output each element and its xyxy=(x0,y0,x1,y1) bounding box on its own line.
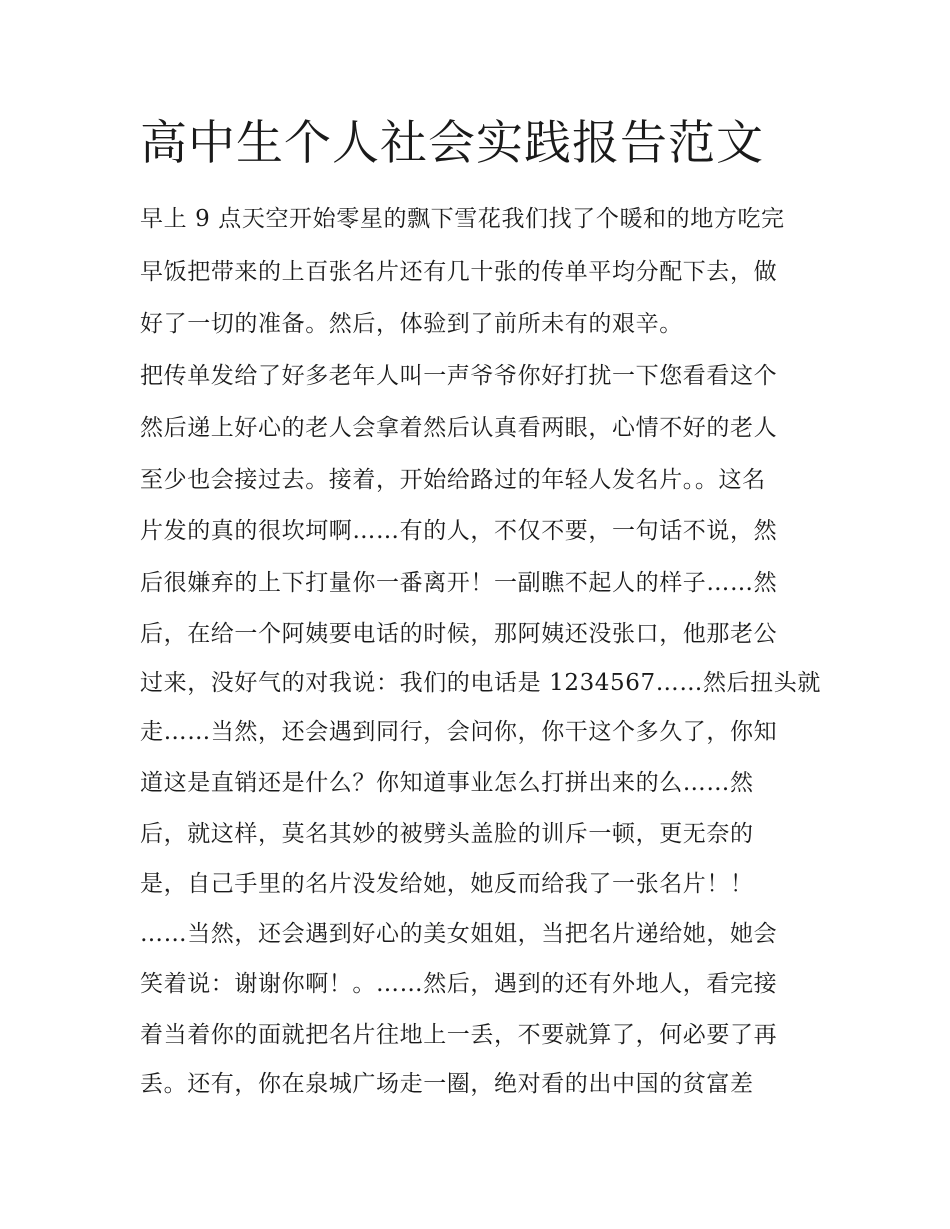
text-line: 后很嫌弃的上下打量你一番离开！一副瞧不起人的样子……然 xyxy=(140,570,778,596)
text-line: 然后递上好心的老人会拿着然后认真看两眼，心情不好的老人 xyxy=(140,415,778,441)
text-line: 早饭把带来的上百张名片还有几十张的传单平均分配下去，做 xyxy=(140,259,778,285)
text-line: 道这是直销还是什么？你知道事业怎么打拼出来的么……然 xyxy=(140,770,754,796)
text-line: 丢。还有，你在泉城广场走一圈，绝对看的出中国的贫富差 xyxy=(140,1071,754,1097)
text-line: 后，在给一个阿姨要电话的时候，那阿姨还没张口，他那老公 xyxy=(140,621,778,647)
text-line: 走……当然，还会遇到同行，会问你，你干这个多久了，你知 xyxy=(140,719,778,745)
text-line: 着当着你的面就把名片往地上一丢，不要就算了，何必要了再 xyxy=(140,1022,778,1048)
text-line: ……当然，还会遇到好心的美女姐姐，当把名片递给她，她会 xyxy=(140,921,778,947)
text-line: 至少也会接过去。接着，开始给路过的年轻人发名片。。这名 xyxy=(140,467,766,493)
text-line: 后，就这样，莫名其妙的被劈头盖脸的训斥一顿，更无奈的 xyxy=(140,821,754,847)
text-line: 是，自己手里的名片没发给她，她反而给我了一张名片！！ xyxy=(140,871,754,897)
document-title: 高中生个人社会实践报告范文 xyxy=(140,116,764,171)
text-line: 好了一切的准备。然后，体验到了前所未有的艰辛。 xyxy=(140,311,683,337)
text-line: 笑着说：谢谢你啊！。……然后，遇到的还有外地人，看完接 xyxy=(140,971,778,997)
text-line: 把传单发给了好多老年人叫一声爷爷你好打扰一下您看看这个 xyxy=(140,363,778,389)
text-line: 片发的真的很坎坷啊……有的人，不仅不要，一句话不说，然 xyxy=(140,518,778,544)
text-line: 早上 9 点天空开始零星的飘下雪花我们找了个暖和的地方吃完 xyxy=(140,206,785,232)
text-line: 过来，没好气的对我说：我们的电话是 1234567……然后扭头就 xyxy=(140,670,821,696)
